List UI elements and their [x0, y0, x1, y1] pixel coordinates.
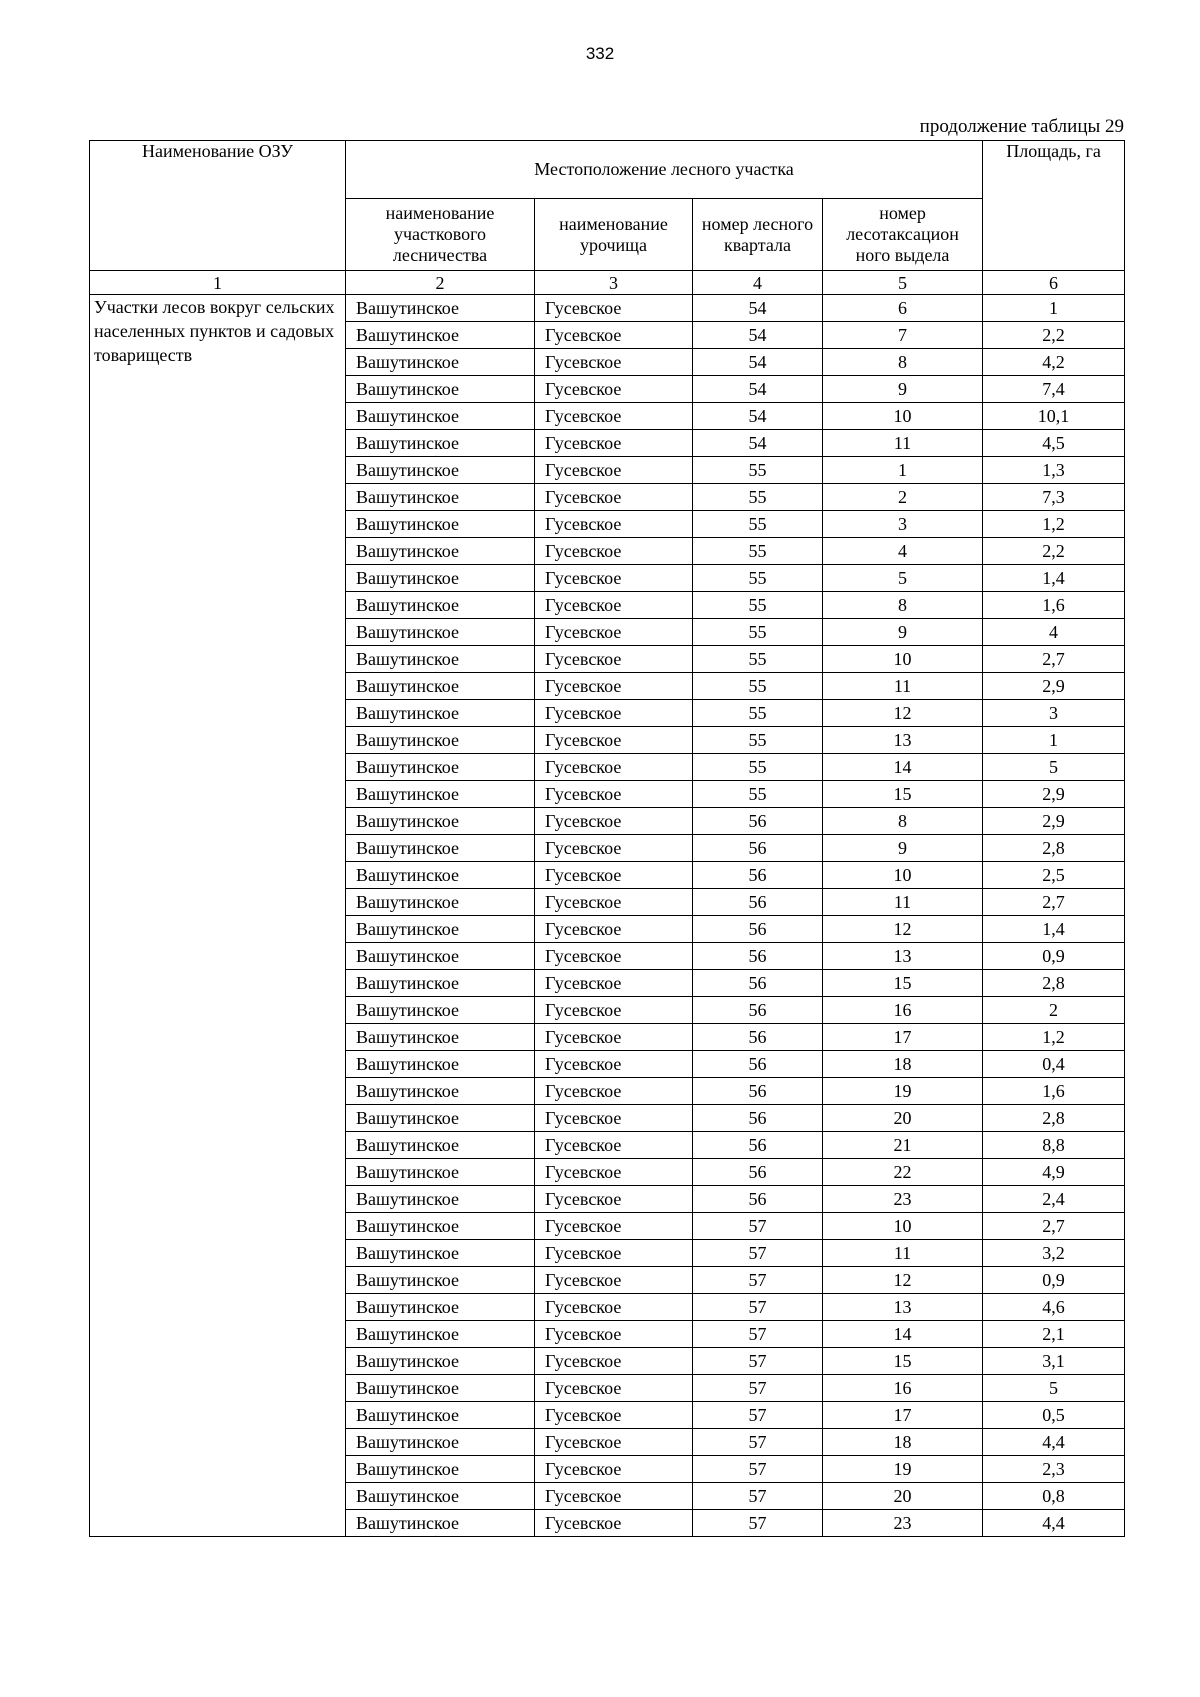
cell-tract: Гусевское [535, 889, 693, 916]
cell-area: 1,3 [983, 457, 1125, 484]
cell-area: 5 [983, 1375, 1125, 1402]
cell-tract: Гусевское [535, 511, 693, 538]
cell-tract: Гусевское [535, 538, 693, 565]
cell-forestry: Вашутинское [346, 295, 535, 322]
column-number: 4 [693, 271, 823, 295]
cell-area: 2,2 [983, 538, 1125, 565]
cell-tract: Гусевское [535, 1051, 693, 1078]
cell-quarter: 56 [693, 862, 823, 889]
cell-area: 7,4 [983, 376, 1125, 403]
cell-forestry: Вашутинское [346, 997, 535, 1024]
cell-tract: Гусевское [535, 997, 693, 1024]
cell-compartment: 8 [823, 808, 983, 835]
cell-quarter: 57 [693, 1483, 823, 1510]
cell-compartment: 9 [823, 376, 983, 403]
cell-area: 1 [983, 295, 1125, 322]
cell-forestry: Вашутинское [346, 673, 535, 700]
cell-forestry: Вашутинское [346, 457, 535, 484]
cell-quarter: 57 [693, 1348, 823, 1375]
cell-area: 4 [983, 619, 1125, 646]
cell-area: 2,9 [983, 673, 1125, 700]
cell-forestry: Вашутинское [346, 1483, 535, 1510]
cell-tract: Гусевское [535, 1213, 693, 1240]
cell-tract: Гусевское [535, 970, 693, 997]
cell-area: 4,6 [983, 1294, 1125, 1321]
cell-area: 4,2 [983, 349, 1125, 376]
cell-forestry: Вашутинское [346, 727, 535, 754]
cell-area: 1,2 [983, 511, 1125, 538]
cell-compartment: 12 [823, 700, 983, 727]
cell-forestry: Вашутинское [346, 1375, 535, 1402]
cell-forestry: Вашутинское [346, 592, 535, 619]
cell-tract: Гусевское [535, 1429, 693, 1456]
cell-compartment: 11 [823, 889, 983, 916]
cell-quarter: 55 [693, 484, 823, 511]
cell-tract: Гусевское [535, 430, 693, 457]
cell-area: 3,1 [983, 1348, 1125, 1375]
cell-tract: Гусевское [535, 754, 693, 781]
cell-quarter: 55 [693, 700, 823, 727]
column-number: 6 [983, 271, 1125, 295]
cell-compartment: 11 [823, 1240, 983, 1267]
cell-forestry: Вашутинское [346, 781, 535, 808]
cell-tract: Гусевское [535, 592, 693, 619]
cell-forestry: Вашутинское [346, 1105, 535, 1132]
table-row [90, 295, 1125, 322]
cell-forestry: Вашутинское [346, 349, 535, 376]
cell-compartment: 14 [823, 1321, 983, 1348]
cell-area: 2,8 [983, 1105, 1125, 1132]
cell-forestry: Вашутинское [346, 889, 535, 916]
cell-quarter: 55 [693, 538, 823, 565]
cell-forestry: Вашутинское [346, 484, 535, 511]
table-header [90, 141, 1125, 295]
cell-tract: Гусевское [535, 376, 693, 403]
cell-forestry: Вашутинское [346, 1078, 535, 1105]
cell-compartment: 9 [823, 835, 983, 862]
cell-forestry: Вашутинское [346, 1051, 535, 1078]
header-quarter: номер лесного квартала [693, 199, 823, 271]
cell-area: 1,6 [983, 1078, 1125, 1105]
cell-forestry: Вашутинское [346, 1024, 535, 1051]
cell-forestry: Вашутинское [346, 970, 535, 997]
cell-compartment: 15 [823, 1348, 983, 1375]
cell-forestry: Вашутинское [346, 646, 535, 673]
cell-tract: Гусевское [535, 619, 693, 646]
cell-compartment: 10 [823, 862, 983, 889]
cell-tract: Гусевское [535, 943, 693, 970]
cell-compartment: 15 [823, 970, 983, 997]
cell-area: 8,8 [983, 1132, 1125, 1159]
cell-quarter: 54 [693, 295, 823, 322]
cell-quarter: 54 [693, 430, 823, 457]
cell-compartment: 22 [823, 1159, 983, 1186]
cell-tract: Гусевское [535, 673, 693, 700]
cell-area: 5 [983, 754, 1125, 781]
page-number: 332 [585, 44, 615, 63]
cell-compartment: 12 [823, 1267, 983, 1294]
forest-plots-table [89, 140, 1125, 1537]
cell-quarter: 57 [693, 1294, 823, 1321]
cell-compartment: 10 [823, 646, 983, 673]
cell-forestry: Вашутинское [346, 1294, 535, 1321]
cell-tract: Гусевское [535, 808, 693, 835]
cell-area: 2,9 [983, 781, 1125, 808]
cell-tract: Гусевское [535, 349, 693, 376]
cell-quarter: 57 [693, 1375, 823, 1402]
cell-compartment: 10 [823, 1213, 983, 1240]
cell-compartment: 12 [823, 916, 983, 943]
cell-area: 1,2 [983, 1024, 1125, 1051]
cell-forestry: Вашутинское [346, 862, 535, 889]
cell-tract: Гусевское [535, 1186, 693, 1213]
cell-compartment: 11 [823, 430, 983, 457]
cell-area: 1,4 [983, 565, 1125, 592]
cell-compartment: 17 [823, 1024, 983, 1051]
cell-compartment: 11 [823, 673, 983, 700]
cell-area: 7,3 [983, 484, 1125, 511]
cell-quarter: 54 [693, 376, 823, 403]
cell-tract: Гусевское [535, 646, 693, 673]
cell-compartment: 20 [823, 1105, 983, 1132]
cell-tract: Гусевское [535, 1078, 693, 1105]
cell-compartment: 19 [823, 1078, 983, 1105]
cell-quarter: 54 [693, 349, 823, 376]
cell-forestry: Вашутинское [346, 538, 535, 565]
cell-tract: Гусевское [535, 1267, 693, 1294]
cell-compartment: 17 [823, 1402, 983, 1429]
cell-forestry: Вашутинское [346, 376, 535, 403]
cell-forestry: Вашутинское [346, 916, 535, 943]
cell-quarter: 56 [693, 943, 823, 970]
cell-quarter: 55 [693, 754, 823, 781]
cell-quarter: 56 [693, 1105, 823, 1132]
column-number: 5 [823, 271, 983, 295]
cell-quarter: 56 [693, 1024, 823, 1051]
cell-tract: Гусевское [535, 565, 693, 592]
header-area: Площадь, га [983, 141, 1125, 271]
cell-compartment: 23 [823, 1186, 983, 1213]
cell-compartment: 15 [823, 781, 983, 808]
cell-compartment: 8 [823, 592, 983, 619]
cell-area: 0,8 [983, 1483, 1125, 1510]
cell-forestry: Вашутинское [346, 403, 535, 430]
cell-tract: Гусевское [535, 457, 693, 484]
cell-compartment: 2 [823, 484, 983, 511]
cell-area: 2,9 [983, 808, 1125, 835]
cell-tract: Гусевское [535, 1132, 693, 1159]
cell-quarter: 55 [693, 457, 823, 484]
cell-quarter: 57 [693, 1456, 823, 1483]
cell-tract: Гусевское [535, 1348, 693, 1375]
cell-compartment: 20 [823, 1483, 983, 1510]
cell-area: 2 [983, 997, 1125, 1024]
column-number-row [90, 271, 1125, 295]
cell-compartment: 7 [823, 322, 983, 349]
cell-forestry: Вашутинское [346, 565, 535, 592]
cell-tract: Гусевское [535, 1321, 693, 1348]
header-forestry: наименование участкового лесничества [346, 199, 535, 271]
cell-tract: Гусевское [535, 1159, 693, 1186]
cell-forestry: Вашутинское [346, 1213, 535, 1240]
cell-forestry: Вашутинское [346, 1240, 535, 1267]
cell-quarter: 56 [693, 835, 823, 862]
cell-compartment: 14 [823, 754, 983, 781]
cell-quarter: 56 [693, 916, 823, 943]
cell-forestry: Вашутинское [346, 1510, 535, 1537]
cell-quarter: 56 [693, 1186, 823, 1213]
cell-area: 2,2 [983, 322, 1125, 349]
cell-area: 1 [983, 727, 1125, 754]
cell-quarter: 57 [693, 1267, 823, 1294]
table-continuation-label: продолжение таблицы 29 [919, 116, 1124, 137]
cell-area: 2,5 [983, 862, 1125, 889]
cell-compartment: 5 [823, 565, 983, 592]
cell-quarter: 57 [693, 1510, 823, 1537]
cell-quarter: 57 [693, 1402, 823, 1429]
cell-forestry: Вашутинское [346, 1321, 535, 1348]
cell-tract: Гусевское [535, 916, 693, 943]
cell-area: 4,4 [983, 1429, 1125, 1456]
cell-area: 2,7 [983, 1213, 1125, 1240]
cell-forestry: Вашутинское [346, 835, 535, 862]
cell-quarter: 55 [693, 781, 823, 808]
cell-area: 0,9 [983, 1267, 1125, 1294]
cell-tract: Гусевское [535, 1375, 693, 1402]
cell-tract: Гусевское [535, 484, 693, 511]
cell-compartment: 8 [823, 349, 983, 376]
cell-quarter: 55 [693, 673, 823, 700]
cell-area: 0,4 [983, 1051, 1125, 1078]
cell-quarter: 55 [693, 592, 823, 619]
cell-area: 3,2 [983, 1240, 1125, 1267]
cell-forestry: Вашутинское [346, 754, 535, 781]
cell-tract: Гусевское [535, 727, 693, 754]
cell-tract: Гусевское [535, 1024, 693, 1051]
cell-forestry: Вашутинское [346, 1402, 535, 1429]
header-compartment: номер лесотаксацион ного выдела [823, 199, 983, 271]
cell-compartment: 9 [823, 619, 983, 646]
cell-quarter: 54 [693, 403, 823, 430]
cell-compartment: 1 [823, 457, 983, 484]
cell-area: 4,4 [983, 1510, 1125, 1537]
cell-tract: Гусевское [535, 781, 693, 808]
cell-tract: Гусевское [535, 1240, 693, 1267]
cell-compartment: 13 [823, 727, 983, 754]
cell-compartment: 13 [823, 943, 983, 970]
cell-forestry: Вашутинское [346, 1267, 535, 1294]
header-tract: наименование урочища [535, 199, 693, 271]
cell-quarter: 56 [693, 970, 823, 997]
cell-ozu-name: Участки лесов вокруг сельских населенных пунктов и садовых товариществ [90, 295, 346, 1537]
cell-quarter: 56 [693, 1132, 823, 1159]
cell-quarter: 56 [693, 889, 823, 916]
cell-forestry: Вашутинское [346, 430, 535, 457]
cell-quarter: 57 [693, 1321, 823, 1348]
cell-forestry: Вашутинское [346, 619, 535, 646]
cell-forestry: Вашутинское [346, 1132, 535, 1159]
cell-quarter: 55 [693, 619, 823, 646]
cell-quarter: 55 [693, 646, 823, 673]
cell-area: 2,1 [983, 1321, 1125, 1348]
cell-quarter: 56 [693, 997, 823, 1024]
cell-area: 0,9 [983, 943, 1125, 970]
cell-tract: Гусевское [535, 862, 693, 889]
cell-compartment: 6 [823, 295, 983, 322]
cell-tract: Гусевское [535, 700, 693, 727]
cell-tract: Гусевское [535, 403, 693, 430]
cell-forestry: Вашутинское [346, 1159, 535, 1186]
cell-forestry: Вашутинское [346, 808, 535, 835]
cell-quarter: 56 [693, 1078, 823, 1105]
cell-area: 2,3 [983, 1456, 1125, 1483]
cell-compartment: 23 [823, 1510, 983, 1537]
cell-area: 0,5 [983, 1402, 1125, 1429]
cell-area: 1,4 [983, 916, 1125, 943]
cell-quarter: 55 [693, 727, 823, 754]
header-location-group: Местоположение лесного участка [346, 141, 983, 199]
cell-tract: Гусевское [535, 1510, 693, 1537]
header-ozu-name: Наименование ОЗУ [90, 141, 346, 271]
cell-area: 4,9 [983, 1159, 1125, 1186]
cell-forestry: Вашутинское [346, 322, 535, 349]
cell-forestry: Вашутинское [346, 1429, 535, 1456]
cell-tract: Гусевское [535, 1105, 693, 1132]
cell-tract: Гусевское [535, 1402, 693, 1429]
cell-tract: Гусевское [535, 1483, 693, 1510]
cell-tract: Гусевское [535, 1294, 693, 1321]
cell-area: 1,6 [983, 592, 1125, 619]
cell-compartment: 21 [823, 1132, 983, 1159]
cell-compartment: 16 [823, 1375, 983, 1402]
cell-tract: Гусевское [535, 322, 693, 349]
cell-compartment: 4 [823, 538, 983, 565]
cell-area: 2,7 [983, 646, 1125, 673]
cell-quarter: 54 [693, 322, 823, 349]
cell-area: 10,1 [983, 403, 1125, 430]
cell-area: 2,4 [983, 1186, 1125, 1213]
cell-area: 2,7 [983, 889, 1125, 916]
cell-quarter: 56 [693, 1051, 823, 1078]
cell-quarter: 56 [693, 808, 823, 835]
cell-compartment: 13 [823, 1294, 983, 1321]
column-number: 1 [90, 271, 346, 295]
cell-forestry: Вашутинское [346, 1456, 535, 1483]
cell-compartment: 3 [823, 511, 983, 538]
cell-quarter: 57 [693, 1213, 823, 1240]
column-number: 3 [535, 271, 693, 295]
cell-area: 4,5 [983, 430, 1125, 457]
cell-compartment: 18 [823, 1429, 983, 1456]
cell-tract: Гусевское [535, 295, 693, 322]
cell-area: 2,8 [983, 970, 1125, 997]
cell-quarter: 57 [693, 1429, 823, 1456]
cell-compartment: 19 [823, 1456, 983, 1483]
cell-quarter: 56 [693, 1159, 823, 1186]
cell-forestry: Вашутинское [346, 1348, 535, 1375]
table-body [90, 295, 1125, 1537]
cell-forestry: Вашутинское [346, 1186, 535, 1213]
cell-tract: Гусевское [535, 835, 693, 862]
cell-quarter: 57 [693, 1240, 823, 1267]
cell-quarter: 55 [693, 511, 823, 538]
cell-area: 3 [983, 700, 1125, 727]
cell-forestry: Вашутинское [346, 700, 535, 727]
cell-tract: Гусевское [535, 1456, 693, 1483]
cell-compartment: 16 [823, 997, 983, 1024]
column-number: 2 [346, 271, 535, 295]
cell-forestry: Вашутинское [346, 943, 535, 970]
cell-area: 2,8 [983, 835, 1125, 862]
cell-compartment: 18 [823, 1051, 983, 1078]
cell-compartment: 10 [823, 403, 983, 430]
cell-quarter: 55 [693, 565, 823, 592]
cell-forestry: Вашутинское [346, 511, 535, 538]
